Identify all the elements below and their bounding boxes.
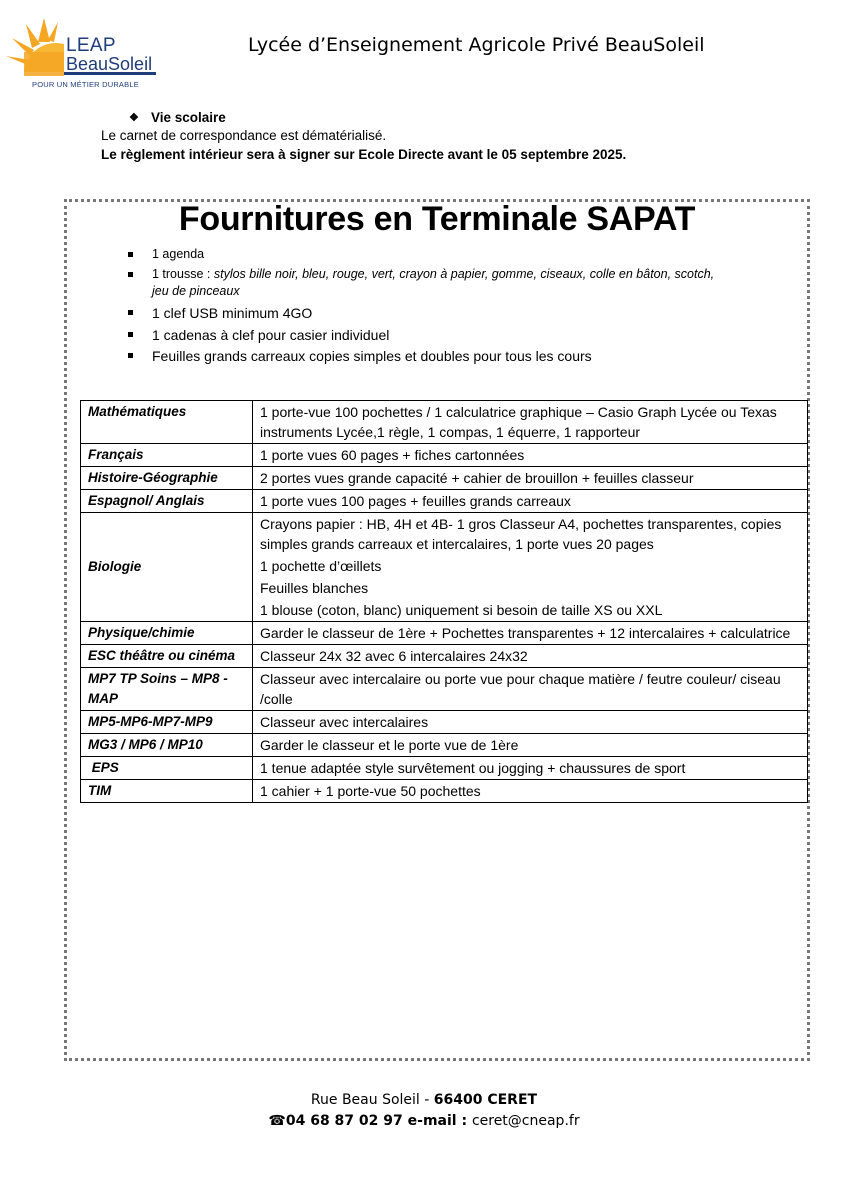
- table-row: [81, 467, 808, 490]
- list-item-trousse: 1 trousse : stylos bille noir, bleu, rouge, vert, crayon à papier, gomme, ciseaux, colle en bâton, scotch, jeu de pinceaux: [126, 266, 786, 300]
- list-item-agenda: 1 agenda: [126, 246, 786, 263]
- vie-scolaire-section: [101, 108, 801, 164]
- supplies-cell: Crayons papier : HB, 4H et 4B- 1 gros Classeur A4, pochettes transparentes, copies simples grands carreaux et intercalaires, 1 porte vues 20 pages 1 pochette d’œillets Feuilles blanches 1 blouse (coton, blanc) uniquement si besoin de taille XS ou XXL: [253, 513, 808, 622]
- table-row: [81, 711, 808, 734]
- subject-cell: Français: [81, 444, 253, 467]
- list-item-cadenas: 1 cadenas à clef pour casier individuel: [126, 325, 786, 345]
- supply-list: [126, 246, 786, 366]
- table-row: [81, 622, 808, 645]
- table-row: [81, 757, 808, 780]
- table-row: [81, 645, 808, 668]
- square-bullet-icon: [128, 353, 133, 358]
- subject-cell: Histoire-Géographie: [81, 467, 253, 490]
- square-bullet-icon: [128, 332, 133, 337]
- vie-scolaire-heading-text: Vie scolaire: [151, 109, 226, 125]
- subject-cell: Espagnol/ Anglais: [81, 490, 253, 513]
- logo-name-line2: BeauSoleil: [66, 54, 153, 74]
- square-bullet-icon: [128, 310, 133, 315]
- school-name: Lycée d’Enseignement Agricole Privé BeauSoleil: [248, 34, 705, 56]
- vie-scolaire-heading: [129, 108, 801, 126]
- list-item-usb: 1 clef USB minimum 4GO: [126, 303, 786, 323]
- subject-cell: Mathématiques: [81, 401, 253, 444]
- subject-cell: Physique/chimie: [81, 622, 253, 645]
- school-logo: [4, 12, 164, 92]
- telephone-icon: ☎: [268, 1113, 286, 1129]
- table-row: [81, 401, 808, 444]
- table-row: [81, 780, 808, 803]
- page-footer: [0, 1090, 848, 1132]
- table-row: [81, 490, 808, 513]
- subject-cell: ESC théâtre ou cinéma: [81, 645, 253, 668]
- table-row: [81, 734, 808, 757]
- subject-cell: MG3 / MP6 / MP10: [81, 734, 253, 757]
- trousse-detail-line-2: jeu de pinceaux: [152, 284, 240, 298]
- subject-cell: Biologie: [81, 513, 253, 622]
- table-row: [81, 444, 808, 467]
- subject-cell: EPS: [81, 757, 253, 780]
- supplies-cell: 1 tenue adaptée style survêtement ou jogging + chaussures de sport: [253, 757, 808, 780]
- supplies-cell: Classeur avec intercalaires: [253, 711, 808, 734]
- subject-cell: MP5-MP6-MP7-MP9: [81, 711, 253, 734]
- table-row: [81, 513, 808, 622]
- subject-cell: MP7 TP Soins – MP8 - MAP: [81, 668, 253, 711]
- supplies-cell: 1 porte vues 60 pages + fiches cartonnées: [253, 444, 808, 467]
- list-item-feuilles: Feuilles grands carreaux copies simples et doubles pour tous les cours: [126, 346, 786, 366]
- supplies-cell: 1 porte vues 100 pages + feuilles grands carreaux: [253, 490, 808, 513]
- supplies-cell: Classeur 24x 32 avec 6 intercalaires 24x32: [253, 645, 808, 668]
- logo-tagline: POUR UN MÉTIER DURABLE: [32, 80, 139, 89]
- supplies-table: [80, 400, 808, 803]
- footer-email[interactable]: ceret@cneap.fr: [471, 1113, 580, 1129]
- subject-cell: TIM: [81, 780, 253, 803]
- footer-email-label: e-mail :: [402, 1113, 472, 1129]
- supplies-cell: 1 porte-vue 100 pochettes / 1 calculatrice graphique – Casio Graph Lycée ou Texas instruments Lycée,1 règle, 1 compas, 1 équerre, 1 rapporteur: [253, 401, 808, 444]
- vie-scolaire-line-1: Le carnet de correspondance est dématérialisé.: [101, 128, 387, 143]
- diamond-bullet-icon: ❖: [129, 111, 139, 124]
- footer-contact: [0, 1111, 848, 1132]
- trousse-detail-line-1: stylos bille noir, bleu, rouge, vert, crayon à papier, gomme, ciseaux, colle en bâton, scotch,: [213, 267, 715, 281]
- square-bullet-icon: [128, 272, 133, 277]
- supplies-cell: Classeur avec intercalaire ou porte vue pour chaque matière / feutre couleur/ ciseau /colle: [253, 668, 808, 711]
- supplies-cell: 2 portes vues grande capacité + cahier de brouillon + feuilles classeur: [253, 467, 808, 490]
- logo-name-line1: LEAP: [66, 35, 116, 56]
- footer-address: Rue Beau Soleil - 66400 CERET: [310, 1092, 538, 1108]
- table-row: [81, 668, 808, 711]
- square-bullet-icon: [128, 252, 133, 257]
- vie-scolaire-line-2: Le règlement intérieur sera à signer sur Ecole Directe avant le 05 septembre 2025.: [101, 147, 627, 162]
- page-title: Fournitures en Terminale SAPAT: [178, 200, 696, 238]
- supplies-cell: Garder le classeur et le porte vue de 1ère: [253, 734, 808, 757]
- supplies-cell: 1 cahier + 1 porte-vue 50 pochettes: [253, 780, 808, 803]
- supplies-cell: Garder le classeur de 1ère + Pochettes transparentes + 12 intercalaires + calculatrice: [253, 622, 808, 645]
- footer-phone: 04 68 87 02 97: [285, 1113, 403, 1129]
